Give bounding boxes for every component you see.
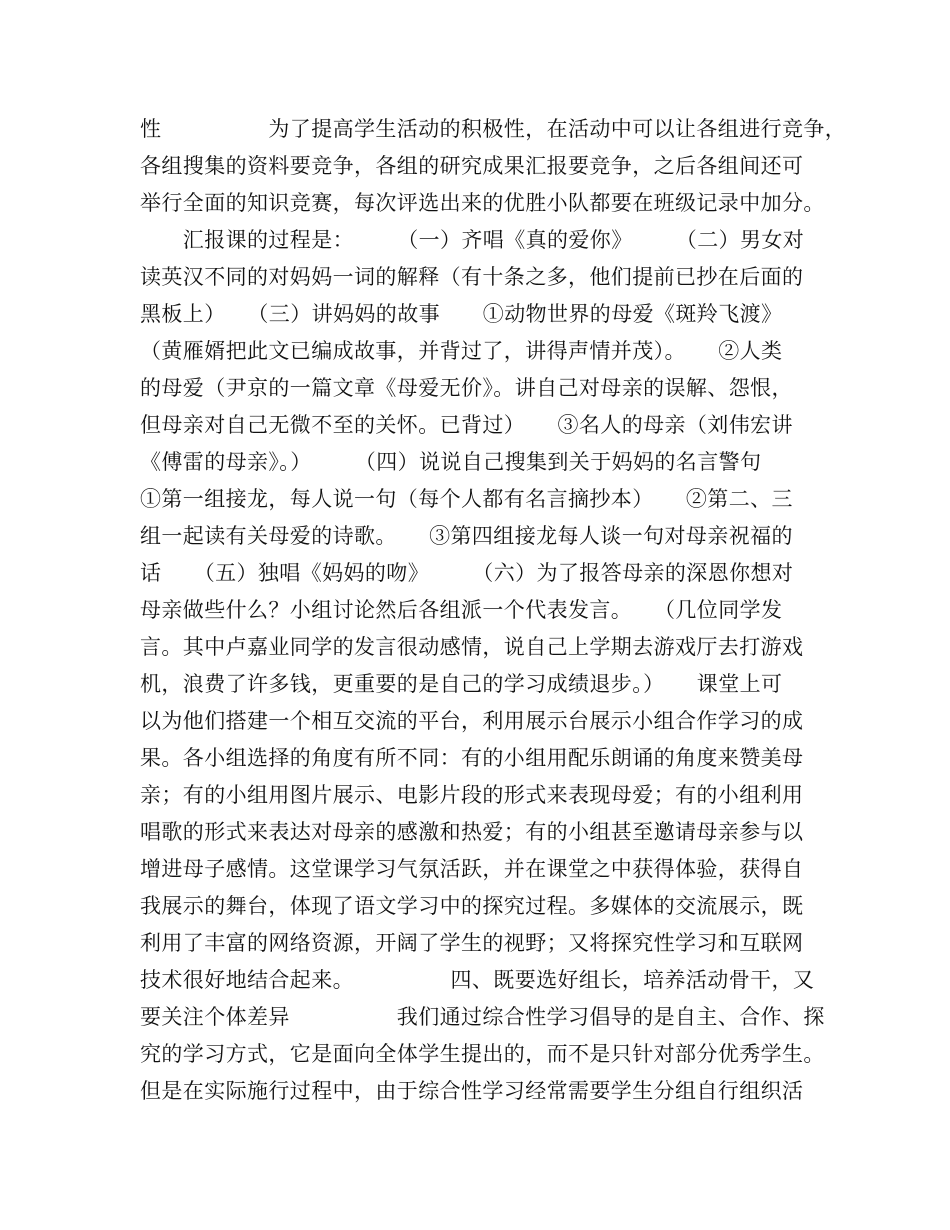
text-line: 母亲做些什么？小组讨论然后各组派一个代表发言。 （几位同学发 xyxy=(140,598,783,622)
text-line: 举行全面的知识竞赛，每次评选出来的优胜小队都要在班级记录中加分。 xyxy=(140,191,825,215)
text-line: 果。各小组选择的角度有所不同：有的小组用配乐朗诵的角度来赞美母 xyxy=(140,746,804,770)
text-line: 言。其中卢嘉业同学的发言很动感情，说自己上学期去游戏厅去打游戏 xyxy=(140,635,804,659)
text-line: 唱歌的形式来表达对母亲的感激和热爱；有的小组甚至邀请母亲参与以 xyxy=(140,820,804,844)
text-line: 黑板上） （三）讲妈妈的故事 ①动物世界的母爱《斑羚飞渡》 xyxy=(140,302,783,326)
text-line: 组一起读有关母爱的诗歌。 ③第四组接龙每人谈一句对母亲祝福的 xyxy=(140,524,793,548)
text-line: 究的学习方式，它是面向全体学生提出的，而不是只针对部分优秀学生。 xyxy=(140,1042,825,1066)
text-line: 要关注个体差异 我们通过综合性学习倡导的是自主、合作、探 xyxy=(140,1005,825,1029)
text-line: 《傅雷的母亲》。） （四）说说自己搜集到关于妈妈的名言警句 xyxy=(140,450,762,474)
text-line: （黄雁婿把此文已编成故事，并背过了，讲得声情并茂）。 ②人类 xyxy=(140,339,783,363)
text-line: 的母爱（尹京的一篇文章《母爱无价》。讲自己对母亲的误解、怨恨， xyxy=(140,376,793,400)
text-line: 机，浪费了许多钱，更重要的是自己的学习成绩退步。） 课堂上可 xyxy=(140,672,783,696)
text-line: 增进母子感情。这堂课学习气氛活跃，并在课堂之中获得体验，获得自 xyxy=(140,857,804,881)
text-line: 以为他们搭建一个相互交流的平台，利用展示台展示小组合作学习的成 xyxy=(140,709,804,733)
text-line: 话 （五）独唱《妈妈的吻》 （六）为了报答母亲的深恩你想对 xyxy=(140,561,794,585)
text-line: 但母亲对自己无微不至的关怀。已背过） ③名人的母亲（刘伟宏讲 xyxy=(140,413,793,437)
text-line: 亲；有的小组用图片展示、电影片段的形式来表现母爱；有的小组利用 xyxy=(140,783,804,807)
text-line: 汇报课的过程是： （一）齐唱《真的爱你》 （二）男女对 xyxy=(140,228,805,252)
text-line: 利用了丰富的网络资源，开阔了学生的视野；又将探究性学习和互联网 xyxy=(140,931,804,955)
text-line: 读英汉不同的对妈妈一词的解释（有十条之多，他们提前已抄在后面的 xyxy=(140,265,804,289)
text-line: 各组搜集的资料要竞争，各组的研究成果汇报要竞争，之后各组间还可 xyxy=(140,154,804,178)
text-line: 性 为了提高学生活动的积极性，在活动中可以让各组进行竞争， xyxy=(140,117,847,141)
text-line: 我展示的舞台，体现了语文学习中的探究过程。多媒体的交流展示，既 xyxy=(140,894,804,918)
text-line: 但是在实际施行过程中，由于综合性学习经常需要学生分组自行组织活 xyxy=(140,1079,804,1103)
text-line: 技术很好地结合起来。 四、既要选好组长，培养活动骨干，又 xyxy=(140,968,815,992)
text-line: ①第一组接龙，每人说一句（每个人都有名言摘抄本） ②第二、三 xyxy=(140,487,793,511)
